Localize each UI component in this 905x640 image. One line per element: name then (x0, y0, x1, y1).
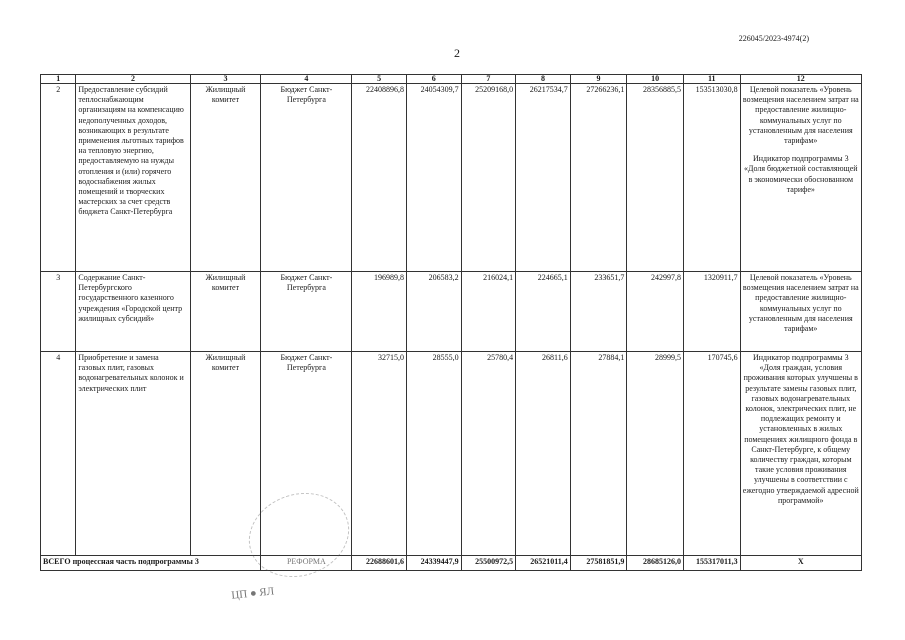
row-source: Бюджет Санкт-Петербурга (261, 272, 352, 352)
col-header: 2 (76, 75, 190, 84)
table-row (41, 272, 862, 352)
col-header: 4 (261, 75, 352, 84)
row-value: 153513030,8 (683, 84, 740, 272)
row-value: 26811,6 (516, 352, 571, 556)
table-row (41, 352, 862, 556)
col-header: 12 (740, 75, 861, 84)
row-value: 26217534,7 (516, 84, 571, 272)
row-value: 224665,1 (516, 272, 571, 352)
row-value: 233651,7 (570, 272, 627, 352)
row-value: 32715,0 (352, 352, 407, 556)
row-number: 2 (41, 84, 76, 272)
row-value: 206583,2 (406, 272, 461, 352)
row-executor: Жилищный комитет (190, 84, 261, 272)
total-stamp-text: РЕФОРМА (261, 556, 352, 571)
row-value: 1320911,7 (683, 272, 740, 352)
table-row (41, 84, 862, 272)
header-row (41, 75, 862, 84)
row-number: 4 (41, 352, 76, 556)
indicator-text-2: Индикатор подпрограммы 3 «Доля бюджетной составляющей в экономически обоснованном тарифе» (744, 154, 858, 194)
row-value: 24054309,7 (406, 84, 461, 272)
col-header: 7 (461, 75, 516, 84)
col-header: 10 (627, 75, 684, 84)
indicator-text: Целевой показатель «Уровень возмещения населением затрат на предоставление жилищно-коммунальных услуг по установленным для населения тарифам» (742, 273, 859, 334)
stamp-seal-text: ЦП ● ЯЛ (230, 585, 275, 602)
total-value: 24339447,9 (406, 556, 461, 571)
row-value: 170745,6 (683, 352, 740, 556)
row-indicator (740, 352, 861, 556)
row-value: 196989,8 (352, 272, 407, 352)
row-value: 28555,0 (406, 352, 461, 556)
row-executor: Жилищный комитет (190, 352, 261, 556)
col-header: 9 (570, 75, 627, 84)
row-value: 242997,8 (627, 272, 684, 352)
row-value: 25209168,0 (461, 84, 516, 272)
program-table (40, 74, 862, 571)
indicator-text: Индикатор подпрограммы 3 «Доля граждан, условия проживания которых улучшены в результате замены газовых плит, газовых водонагревательных колонок, электрических плит, не подлежащих ремонту и установленных в жилых помещениях жилищного фонда в Санкт-Петербурге, к общему количеству граждан, которым такие условия проживания улучшены в соответствии с ежегодно утверждаемой адресной программой» (742, 353, 859, 505)
total-value: 155317011,3 (683, 556, 740, 571)
col-header: 6 (406, 75, 461, 84)
row-source: Бюджет Санкт-Петербурга (261, 84, 352, 272)
row-value: 27884,1 (570, 352, 627, 556)
row-value: 216024,1 (461, 272, 516, 352)
row-name: Предоставление субсидий теплоснабжающим организациям на компенсацию недополученных доходов, возникающих в результате применения льготных тарифов на тепловую энергию, предоставляемую на нужды отопления и (или) горячего водоснабжения жилых помещений и творческих мастерских за счет средств бюджета Санкт-Петербурга (76, 84, 190, 272)
col-header: 8 (516, 75, 571, 84)
row-name: Приобретение и замена газовых плит, газовых водонагревательных колонок и электрических плит (76, 352, 190, 556)
col-header: 1 (41, 75, 76, 84)
row-value: 22408896,8 (352, 84, 407, 272)
row-value: 28999,5 (627, 352, 684, 556)
row-executor: Жилищный комитет (190, 272, 261, 352)
col-header: 3 (190, 75, 261, 84)
row-source: Бюджет Санкт-Петербурга (261, 352, 352, 556)
row-value: 27266236,1 (570, 84, 627, 272)
total-label: ВСЕГО процессная часть подпрограммы 3 (41, 556, 261, 571)
row-value: 25780,4 (461, 352, 516, 556)
total-value: 28685126,0 (627, 556, 684, 571)
total-row (41, 556, 862, 571)
row-name: Содержание Санкт-Петербургского государственного казенного учреждения «Городской центр жилищных субсидий» (76, 272, 190, 352)
total-mark: X (740, 556, 861, 571)
row-number: 3 (41, 272, 76, 352)
total-value: 22688601,6 (352, 556, 407, 571)
total-value: 25500972,5 (461, 556, 516, 571)
col-header: 11 (683, 75, 740, 84)
page-number: 2 (454, 46, 460, 60)
total-value: 27581851,9 (570, 556, 627, 571)
row-indicator (740, 272, 861, 352)
indicator-text: Целевой показатель «Уровень возмещения населением затрат на предоставление жилищно-коммунальных услуг по установленным для населения тарифам» (742, 85, 859, 146)
document-number: 226045/2023-4974(2) (738, 34, 809, 43)
total-value: 26521011,4 (516, 556, 571, 571)
row-value: 28356885,5 (627, 84, 684, 272)
col-header: 5 (352, 75, 407, 84)
row-indicator (740, 84, 861, 272)
